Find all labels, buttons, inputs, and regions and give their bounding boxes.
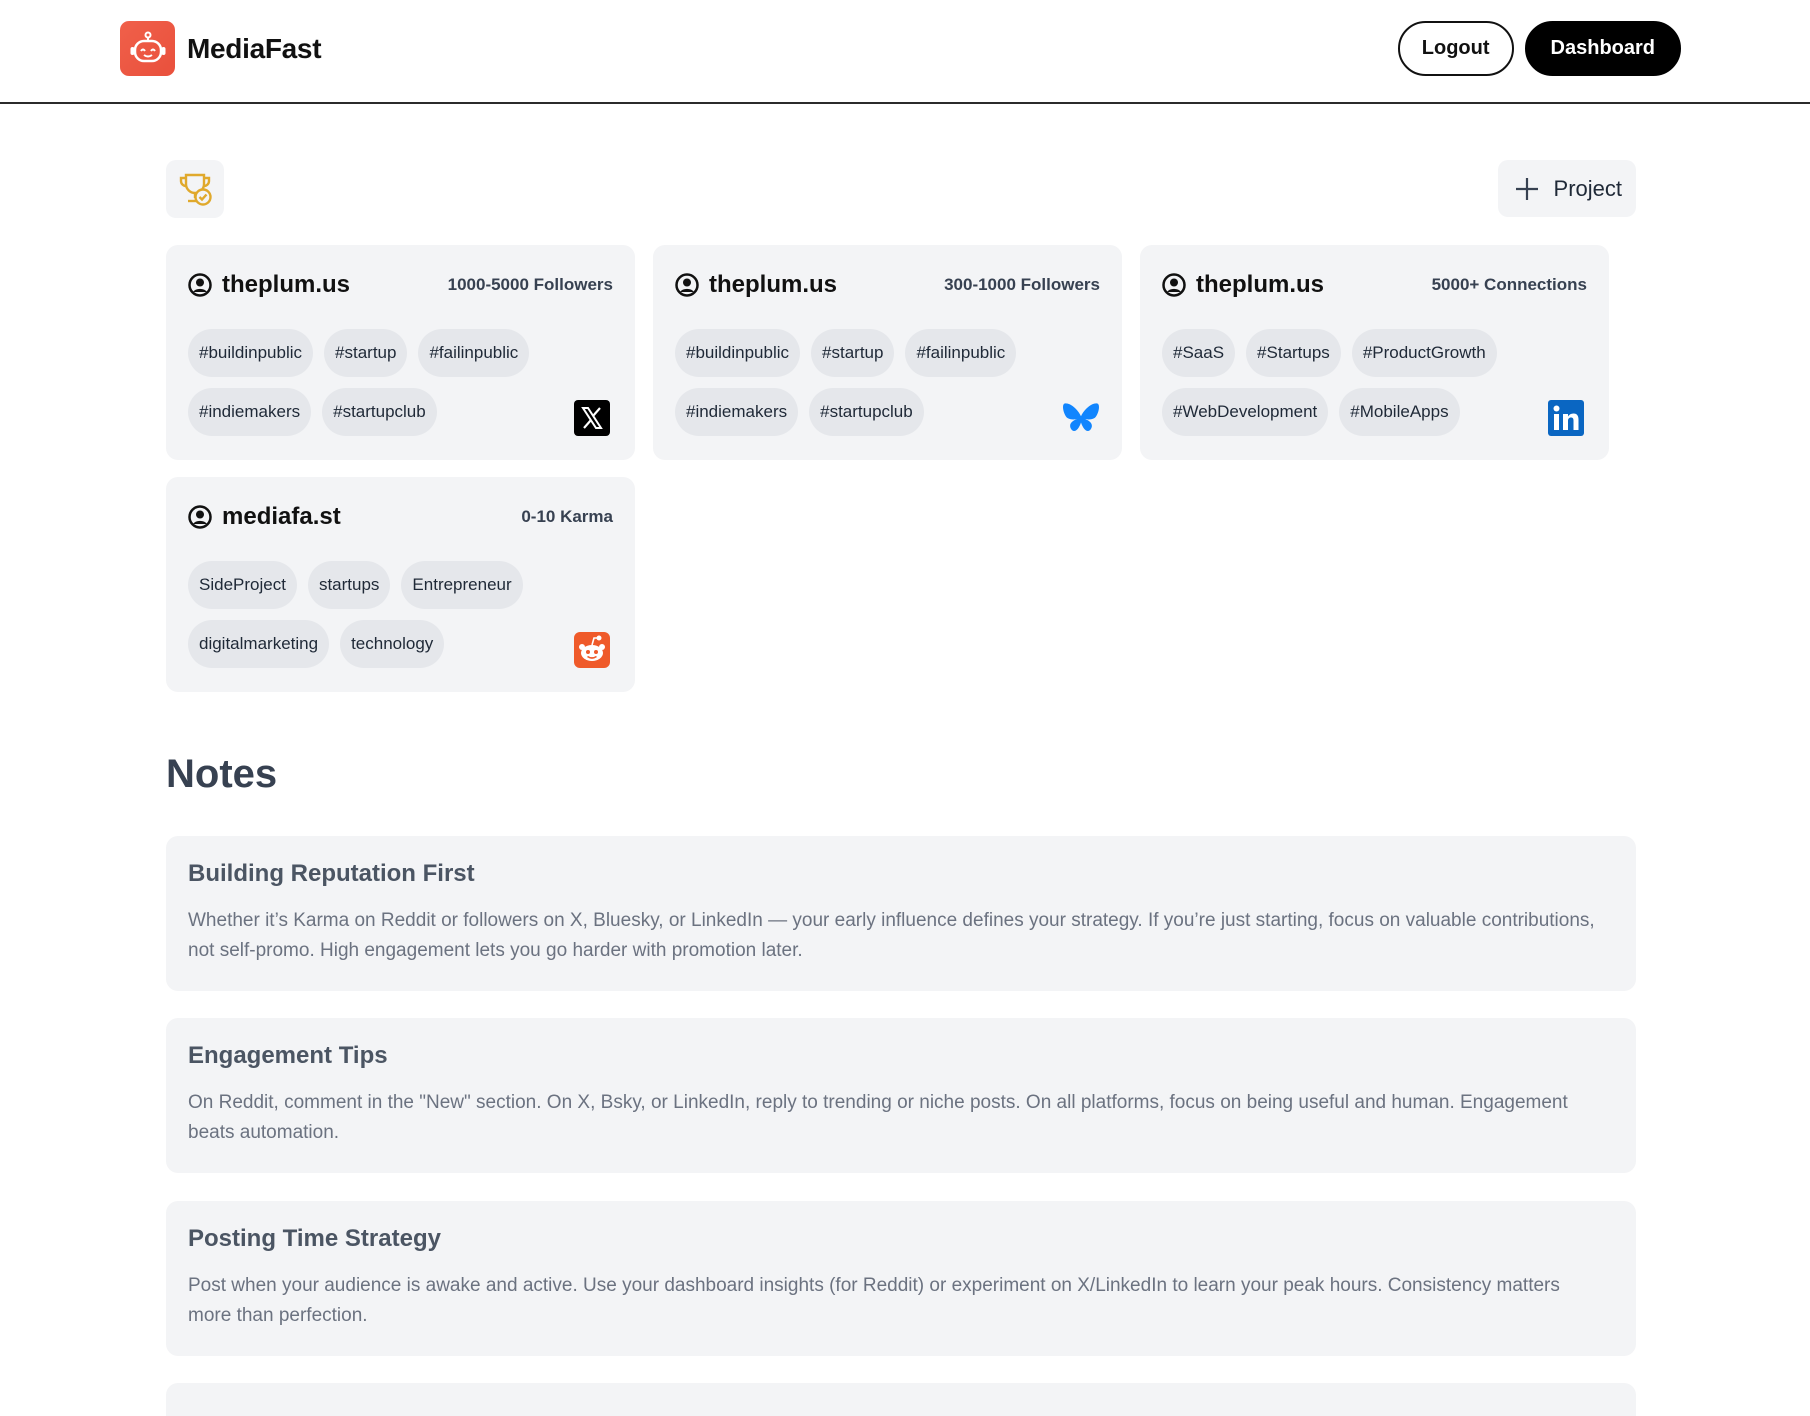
add-project-button[interactable] [1498, 160, 1636, 217]
tag-chip[interactable]: SideProject [188, 561, 297, 609]
brand[interactable] [120, 21, 321, 76]
plus-icon [1514, 176, 1540, 202]
tag-chip[interactable]: #ProductGrowth [1352, 329, 1497, 377]
tag-chip[interactable]: #startup [811, 329, 894, 377]
note-text: On Reddit, comment in the "New" section. On X, Bsky, or LinkedIn, reply to trending or niche posts. On all platforms, focus on being useful and human. Engagement beats automation. [188, 1092, 1568, 1143]
user-avatar-icon [188, 505, 212, 529]
brand-name: MediaFast [187, 32, 322, 64]
top-header [0, 0, 1810, 104]
achievements-button[interactable] [166, 160, 224, 218]
tag-chip[interactable]: #Startups [1246, 329, 1341, 377]
notes-heading: Notes [166, 752, 278, 796]
user-avatar-icon [675, 273, 699, 297]
account-name: theplum.us [1196, 271, 1325, 298]
linkedin-icon [1547, 399, 1585, 437]
account-name: theplum.us [709, 271, 838, 298]
user-avatar-icon [188, 273, 212, 297]
tag-chip[interactable]: #startupclub [322, 388, 437, 436]
account-card-header [188, 503, 613, 531]
add-project-label: Project [1553, 175, 1622, 201]
tag-chip[interactable]: digitalmarketing [188, 620, 329, 668]
account-card-bluesky[interactable] [653, 245, 1122, 460]
note-title: Posting Time Strategy [188, 1225, 441, 1252]
account-card-header [675, 271, 1100, 299]
audience-size: 1000-5000 Followers [447, 275, 613, 294]
trophy-icon [177, 171, 213, 207]
note-text: Post when your audience is awake and active. Use your dashboard insights (for Reddit) or experiment on X/LinkedIn to learn your peak hours. Consistency matters more than perfection. [188, 1275, 1560, 1326]
tag-chip[interactable]: #buildinpublic [188, 329, 313, 377]
tag-chip[interactable]: #failinpublic [418, 329, 529, 377]
tag-chip[interactable]: #SaaS [1162, 329, 1235, 377]
account-card-reddit[interactable] [166, 477, 635, 692]
tag-chip[interactable]: #startup [324, 329, 407, 377]
tag-list [1162, 329, 1542, 436]
dashboard-button[interactable]: Dashboard [1525, 21, 1681, 76]
tag-list [188, 561, 568, 668]
note-card [166, 1018, 1636, 1173]
audience-size: 300-1000 Followers [944, 275, 1100, 294]
tag-chip[interactable]: #indiemakers [188, 388, 311, 436]
x-icon [573, 399, 611, 437]
note-card [166, 1383, 1636, 1416]
tag-list [188, 329, 568, 436]
account-name: theplum.us [222, 271, 351, 298]
bluesky-icon [1062, 399, 1100, 437]
audience-size: 0-10 Karma [521, 507, 613, 526]
tag-chip[interactable]: #WebDevelopment [1162, 388, 1328, 436]
account-card-header [1162, 271, 1587, 299]
tag-chip[interactable]: #buildinpublic [675, 329, 800, 377]
audience-size: 5000+ Connections [1431, 275, 1587, 294]
reddit-icon [573, 631, 611, 669]
tag-chip[interactable]: #indiemakers [675, 388, 798, 436]
note-title: Engagement Tips [188, 1042, 388, 1069]
note-title: Building Reputation First [188, 860, 475, 887]
account-card-linkedin[interactable] [1140, 245, 1609, 460]
note-card [166, 1201, 1636, 1356]
tag-list [675, 329, 1055, 436]
account-card-header [188, 271, 613, 299]
note-text: Whether it’s Karma on Reddit or followers on X, Bluesky, or LinkedIn — your early influence defines your strategy. If you’re just starting, focus on valuable contributions, not self-promo. High engagement lets you go harder with promotion later. [188, 910, 1595, 961]
tag-chip[interactable]: startups [308, 561, 390, 609]
tag-chip[interactable]: Entrepreneur [401, 561, 522, 609]
account-name: mediafa.st [222, 503, 341, 530]
header-nav [1398, 21, 1681, 76]
robot-logo-icon [120, 21, 175, 76]
tag-chip[interactable]: #failinpublic [905, 329, 1016, 377]
user-avatar-icon [1162, 273, 1186, 297]
tag-chip[interactable]: #MobileApps [1339, 388, 1459, 436]
tag-chip[interactable]: technology [340, 620, 444, 668]
tag-chip[interactable]: #startupclub [809, 388, 924, 436]
logout-button[interactable]: Logout [1398, 21, 1514, 76]
account-card-x[interactable] [166, 245, 635, 460]
note-card [166, 836, 1636, 991]
